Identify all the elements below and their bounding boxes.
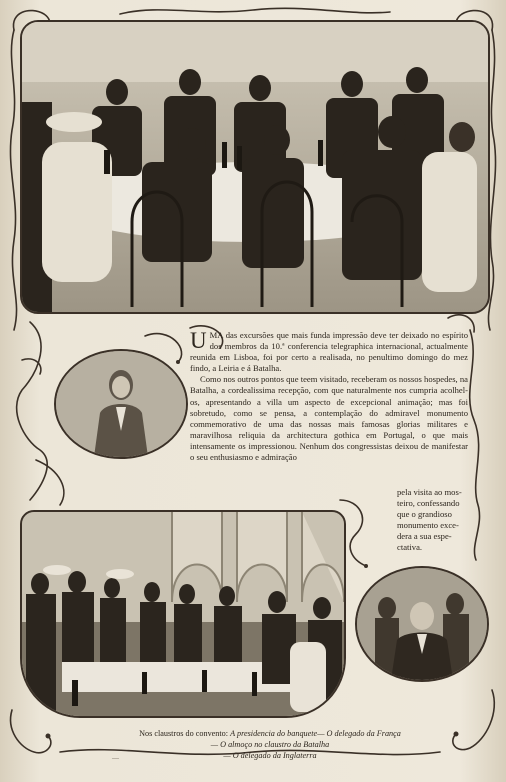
article-paragraph-1 (190, 330, 468, 374)
caption-part-1: A presidencia do banquete (230, 729, 318, 738)
tail-line: dera a sua espe- (397, 531, 452, 542)
caption-lead: Nos claustros do convento: (139, 729, 229, 738)
page-mark: — (112, 754, 119, 762)
photo-caption (60, 728, 480, 761)
caption-part-2: — O almoço no claustro da Batalha (210, 740, 330, 749)
tail-line: que o grandioso (397, 509, 452, 520)
england-delegate-portrait (355, 566, 489, 682)
article-body (190, 330, 468, 463)
paragraph-1-text: MA das excursões que mais funda impressão deve ter deixado no espírito dos membros da 10.ª conferencia telegraphica internacional, actualmente reunida em Lisboa, foi por certo a realisada, no penultimo domingo do mez findo, a Leiria e á Batalha. (190, 330, 468, 374)
france-delegate-portrait (54, 349, 188, 459)
tail-line: pela visita ao mos- (397, 487, 462, 497)
tail-line: monumento exce- (397, 520, 459, 531)
tail-line: teiro, confessando (397, 498, 460, 509)
caption-part-3: — O delegado da Inglaterra (223, 751, 317, 760)
caption-line-2 (60, 739, 480, 750)
article-paragraph-2: Como nos outros pontos que teem visitado, receberam os nossos hospedes, na Batalha, a cordealissima recepção, com que naturalmente nos cumpria acolhel-os, apresentando a villa um aspecto de excepcional animação; mas foi sobretudo, como se pensa, a contemplação do admiravel monumento commemorativo de uma das nossas mais famosas glorias militares e maravilhosa reliquia da architectura gothica em Portugal, o que mais intensamente os impressionou. Nenhum dos congressistas deixou de manifestar o seu enthusiasmo e admiração (190, 374, 468, 463)
caption-line-3 (60, 750, 480, 761)
drop-cap: U (190, 328, 207, 353)
caption-line-1 (60, 728, 480, 739)
cloister-lunch-photo (20, 510, 346, 718)
banquet-photo (20, 20, 490, 314)
tail-line: ctativa. (397, 542, 423, 553)
caption-separator: — O delegado da França (317, 729, 401, 738)
article-tail (397, 487, 477, 554)
